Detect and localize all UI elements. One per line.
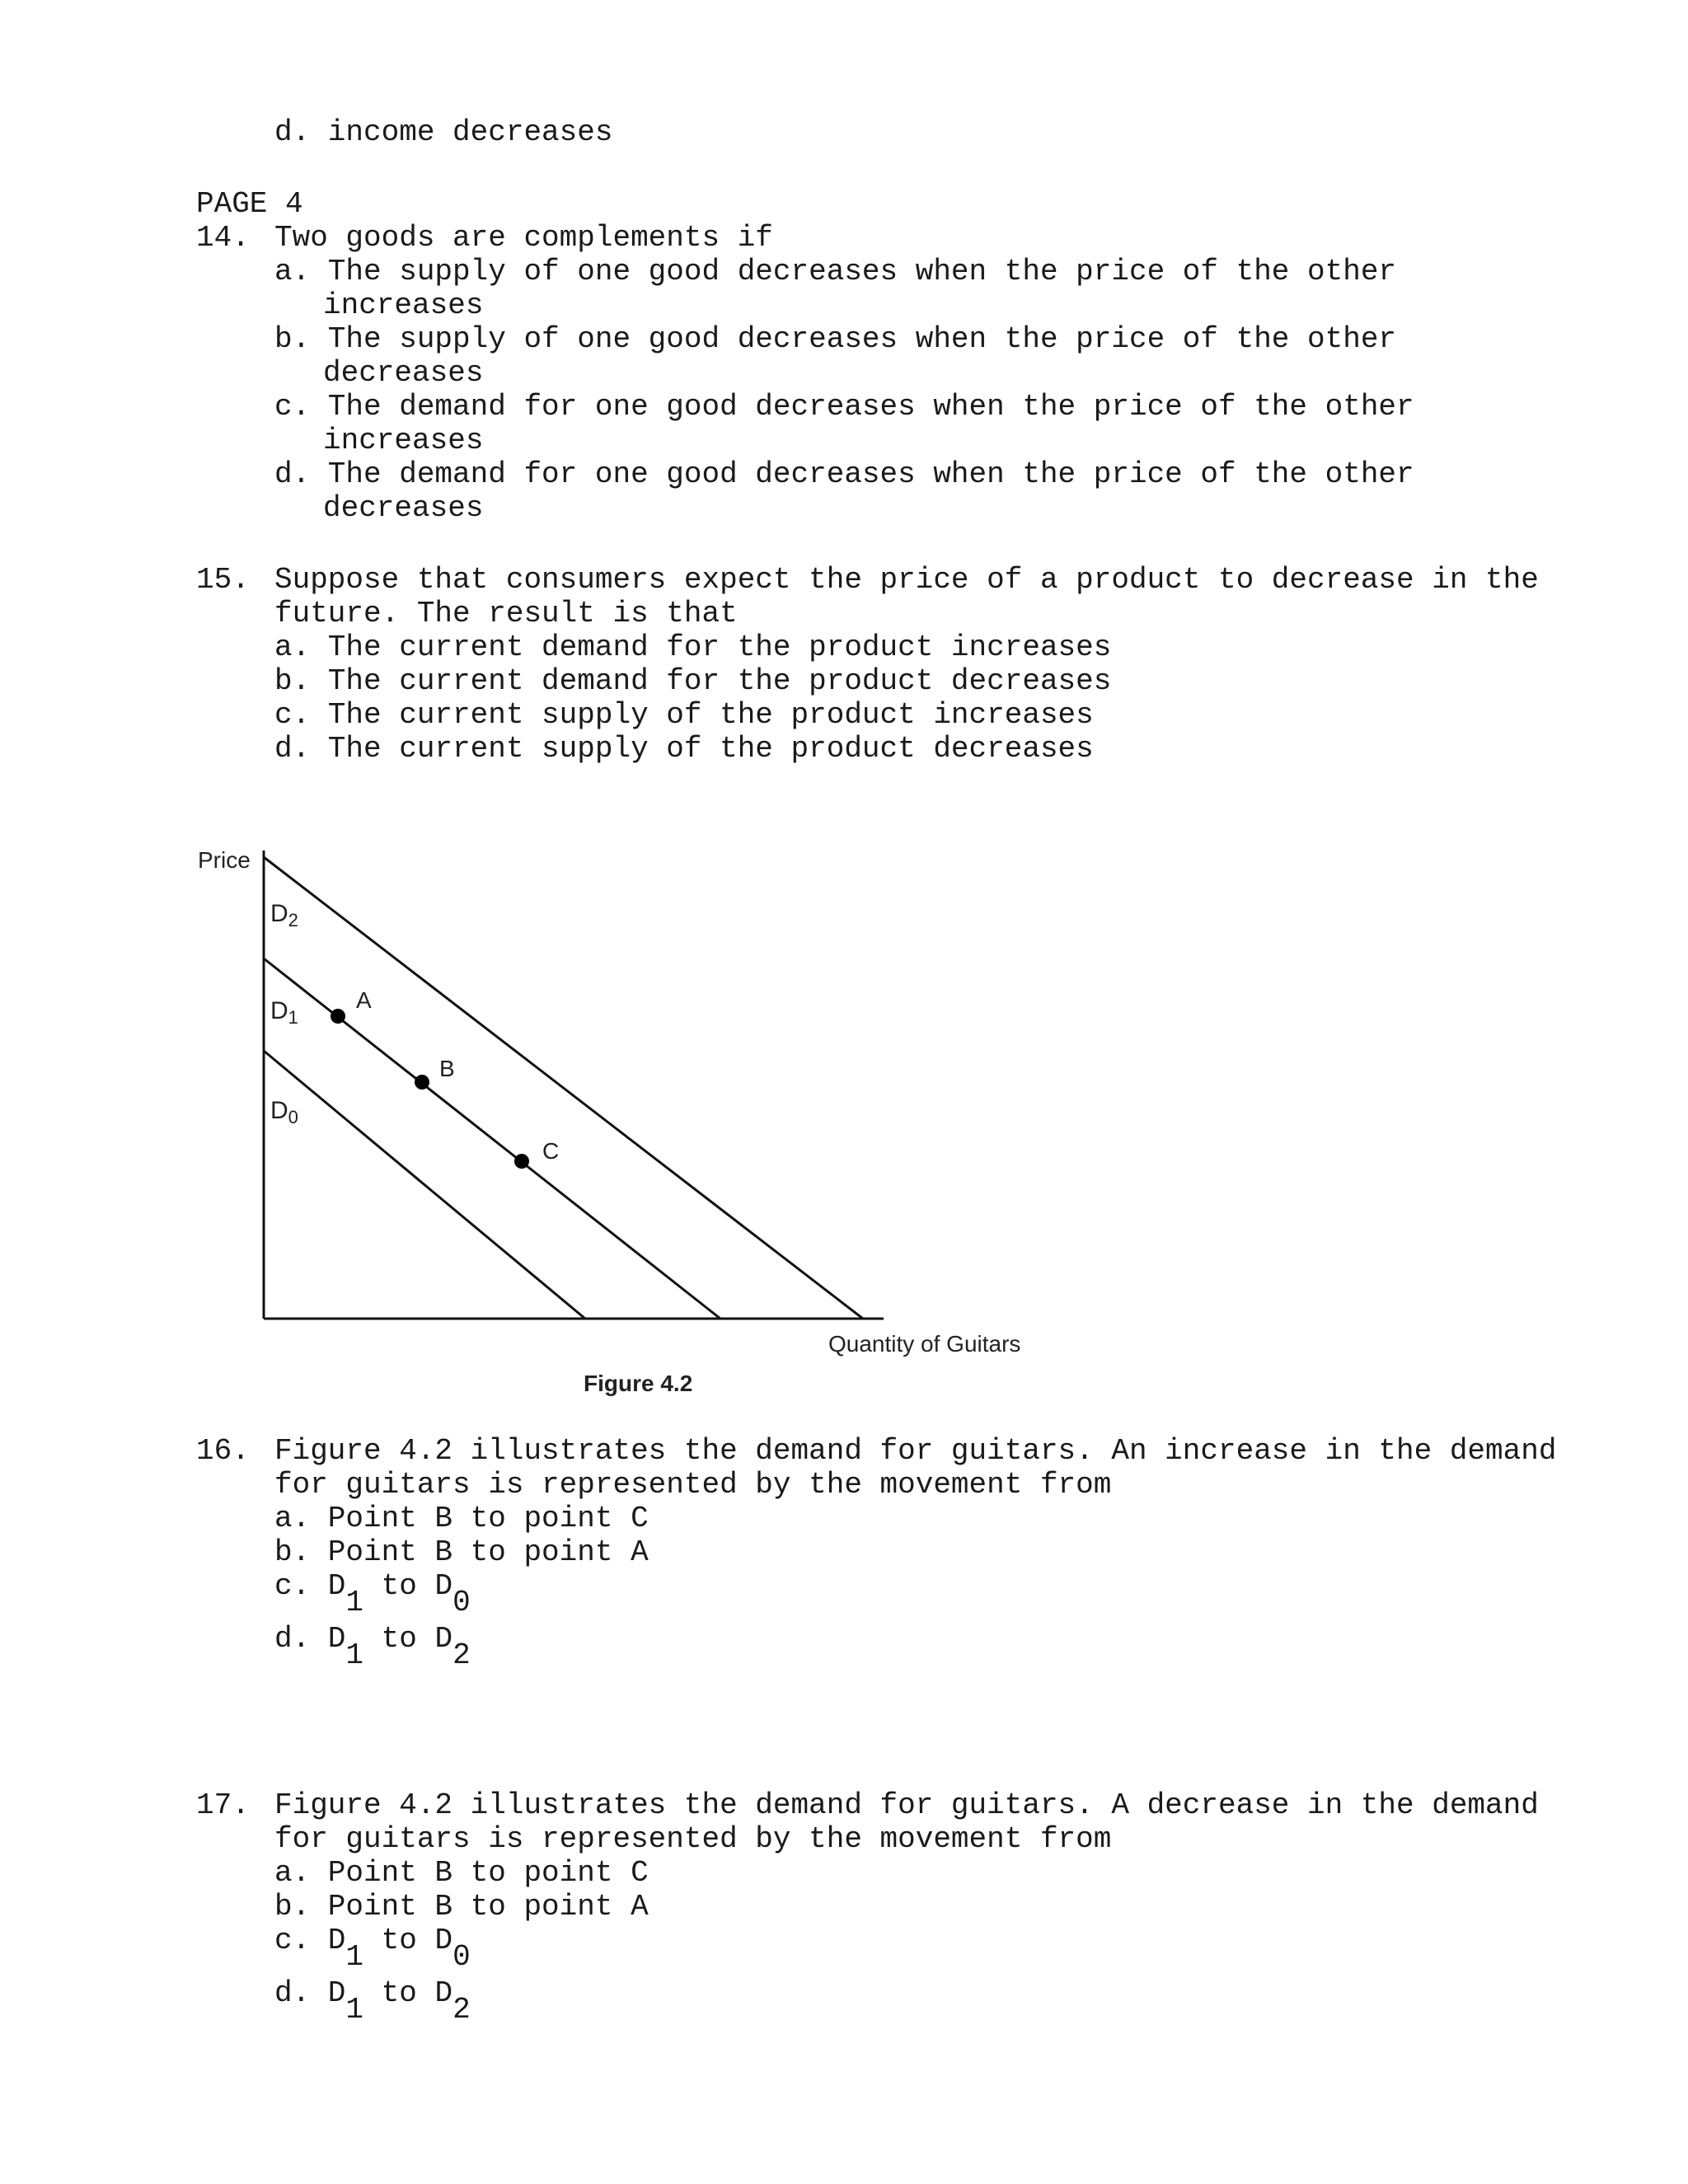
point-b-marker bbox=[415, 1075, 429, 1090]
q16-option-a: a. Point B to point C bbox=[274, 1502, 649, 1535]
q14-option-c-cont: increases bbox=[323, 424, 484, 457]
q17-option-c: c. D1 to D0 bbox=[274, 1924, 471, 1974]
q15-stem: Suppose that consumers expect the price of a product to decrease in the bbox=[274, 563, 1539, 597]
point-label-c: C bbox=[542, 1138, 560, 1164]
series-label-d2: $D_2$ bbox=[270, 900, 298, 930]
q17-stem-cont: for guitars is represented by the movement from bbox=[274, 1822, 1112, 1856]
q15-option-a: a. The current demand for the product increases bbox=[274, 630, 1112, 664]
q16-stem-cont: for guitars is represented by the movement from bbox=[274, 1468, 1112, 1502]
q14-number: 14. bbox=[196, 221, 250, 255]
series-label-d1: $D_1$ bbox=[270, 997, 298, 1028]
demand-curve-d0 bbox=[264, 1051, 585, 1319]
q14-option-a-cont: increases bbox=[323, 288, 484, 322]
q14-option-d: d. The demand for one good decreases when the price of the other bbox=[274, 457, 1414, 491]
x-axis-label: Quantity of Guitars bbox=[828, 1331, 1021, 1357]
q14-option-d-cont: decreases bbox=[323, 491, 484, 525]
q14-option-a: a. The supply of one good decreases when the price of the other bbox=[274, 255, 1397, 288]
point-c-marker bbox=[514, 1154, 529, 1169]
q14-option-b: b. The supply of one good decreases when the price of the other bbox=[274, 322, 1397, 356]
q16-stem: Figure 4.2 illustrates the demand for guitars. An increase in the demand bbox=[274, 1434, 1557, 1468]
y-axis-label: Price bbox=[198, 847, 251, 873]
q15-stem-cont: future. The result is that bbox=[274, 597, 738, 630]
q17-option-a: a. Point B to point C bbox=[274, 1856, 649, 1890]
page-label: PAGE 4 bbox=[196, 187, 303, 221]
q16-option-d: d. D1 to D2 bbox=[274, 1622, 471, 1672]
point-label-a: A bbox=[356, 987, 372, 1013]
q16-option-c: c. D1 to D0 bbox=[274, 1569, 471, 1619]
figure-caption: Figure 4.2 bbox=[584, 1371, 693, 1396]
q17-option-b: b. Point B to point A bbox=[274, 1890, 649, 1924]
q17-stem: Figure 4.2 illustrates the demand for guitars. A decrease in the demand bbox=[274, 1788, 1539, 1822]
q16-number: 16. bbox=[196, 1434, 250, 1468]
q14-option-c: c. The demand for one good decreases when the price of the other bbox=[274, 390, 1414, 424]
q17-number: 17. bbox=[196, 1788, 250, 1822]
point-label-b: B bbox=[439, 1056, 455, 1081]
point-a-marker bbox=[331, 1009, 345, 1024]
demand-curve-d2 bbox=[264, 857, 863, 1319]
q17-option-d: d. D1 to D2 bbox=[274, 1976, 471, 2027]
q15-option-b: b. The current demand for the product decreases bbox=[274, 664, 1112, 698]
q16-option-b: b. Point B to point A bbox=[274, 1535, 649, 1569]
q15-option-d: d. The current supply of the product decreases bbox=[274, 732, 1094, 766]
series-label-d0: $D_0$ bbox=[270, 1097, 298, 1127]
q14-option-b-cont: decreases bbox=[323, 356, 484, 390]
q15-option-c: c. The current supply of the product increases bbox=[274, 698, 1094, 732]
q14-stem: Two goods are complements if bbox=[274, 221, 773, 255]
previous-option-d: d. income decreases bbox=[274, 115, 613, 149]
q15-number: 15. bbox=[196, 563, 250, 597]
